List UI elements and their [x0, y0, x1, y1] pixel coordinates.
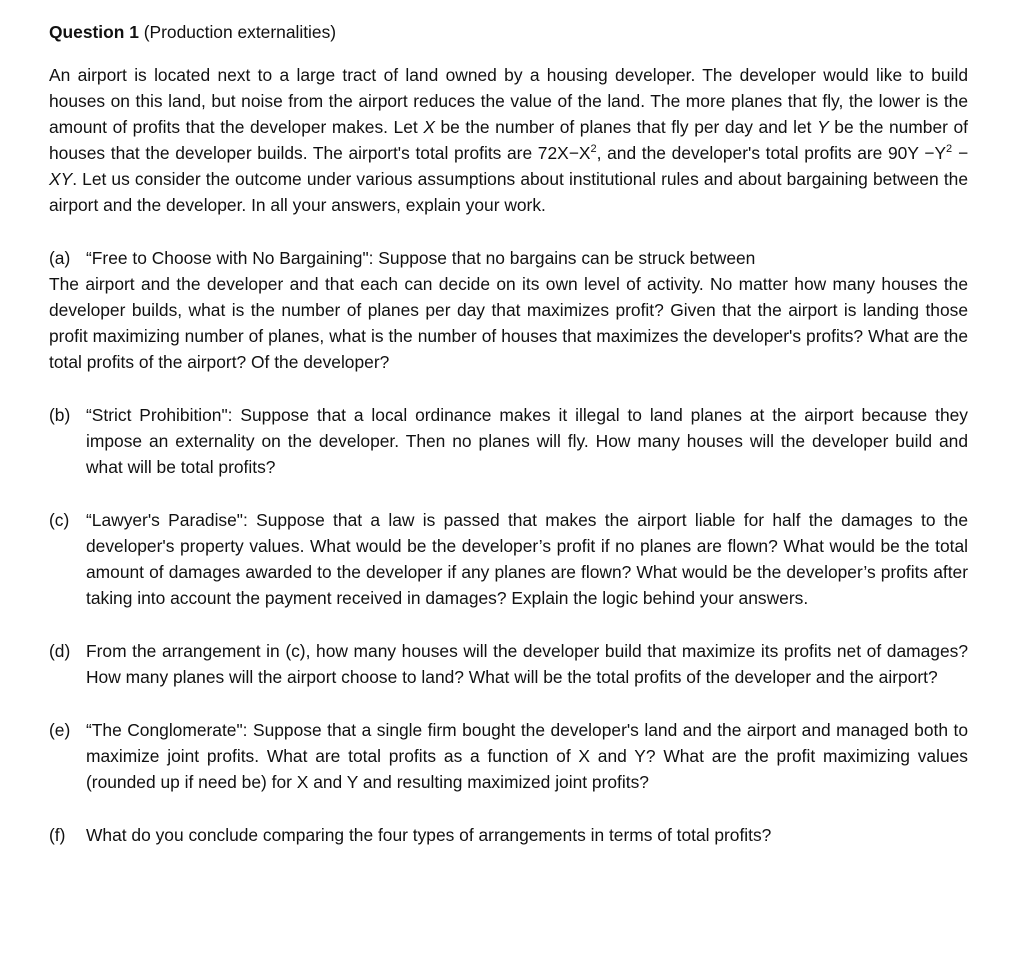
airport-profit-formula: $72X-X^2$: [537, 143, 597, 163]
question-heading: [49, 19, 968, 45]
part-c: [49, 507, 968, 611]
part-d-text: From the arrangement in (c), how many houses will the developer build that maximize its profits net of damages? How many planes will the airport choose to land? What will be the total profits of the developer and the airport?: [86, 641, 968, 687]
part-a: [49, 245, 968, 375]
exponent: 2: [590, 143, 597, 156]
intro-text-1: An airport is located next to a large tract of land owned by a housing developer. The developer would like to build houses on this land, but noise from the airport reduces the value of the land. The more planes that fly, the lower is the amount of profits that the developer makes. Let: [49, 65, 968, 137]
part-f: [49, 822, 968, 848]
part-label: (c): [49, 510, 70, 530]
part-b: [49, 402, 968, 480]
variable-x: X: [423, 117, 435, 137]
intro-text-4: , and the developer's total profits are: [596, 143, 888, 163]
part-c-text: “Lawyer's Paradise": Suppose that a law is passed that makes the airport liable for half the damages to the developer's property values. What would be the developer’s profit if no planes are flown? What would be the total amount of damages awarded to the developer if any planes are flown? What would be the developer’s profits after taking into account the payment received in damages? Explain the logic behind your answers.: [86, 510, 968, 608]
part-e: [49, 717, 968, 795]
intro-text-2: be the number of planes that fly per day and let: [434, 117, 818, 137]
part-b-text: “Strict Prohibition": Suppose that a local ordinance makes it illegal to land planes at the airport because they impose an externality on the developer. Then no planes will fly. How many houses will the developer build and what will be total profits?: [86, 405, 968, 477]
developer-profit-formula: $90Y -Y^2$ − XY: [49, 143, 968, 189]
intro-text-5: . Let us consider the outcome under various assumptions about institutional rules and about bargaining between the airport and the developer. In all your answers, explain your work.: [49, 169, 968, 215]
part-label: (d): [49, 641, 71, 661]
part-a-text: The airport and the developer and that each can decide on its own level of activity. No matter how many houses the developer builds, what is the number of planes per day that maximizes profit? Given that the airport is landing those profit maximizing number of planes, what is the number of houses that maximizes the developer's profits? What are the total profits of the airport? Of the developer?: [49, 274, 968, 372]
part-label: (b): [49, 405, 71, 425]
intro-text-3: be the number of houses that the developer builds. The airport's total profits are: [49, 117, 968, 163]
question-number: Question 1: [49, 22, 139, 42]
part-label: (f): [49, 825, 66, 845]
part-label: (e): [49, 720, 71, 740]
part-f-text: What do you conclude comparing the four types of arrangements in terms of total profits?: [86, 825, 772, 845]
exponent: 2: [946, 143, 953, 156]
question-topic: (Production externalities): [143, 22, 337, 42]
part-a-first-line: “Free to Choose with No Bargaining": Suppose that no bargains can be struck between: [86, 248, 756, 268]
intro-paragraph: [49, 62, 968, 218]
part-d: [49, 638, 968, 690]
part-e-text: “The Conglomerate": Suppose that a single firm bought the developer's land and the airport and managed both to maximize joint profits. What are total profits as a function of X and Y? What are the profit maximizing values (rounded up if need be) for X and Y and resulting maximized joint profits?: [86, 720, 968, 792]
variable-y: Y: [817, 117, 829, 137]
part-label: (a): [49, 248, 71, 268]
